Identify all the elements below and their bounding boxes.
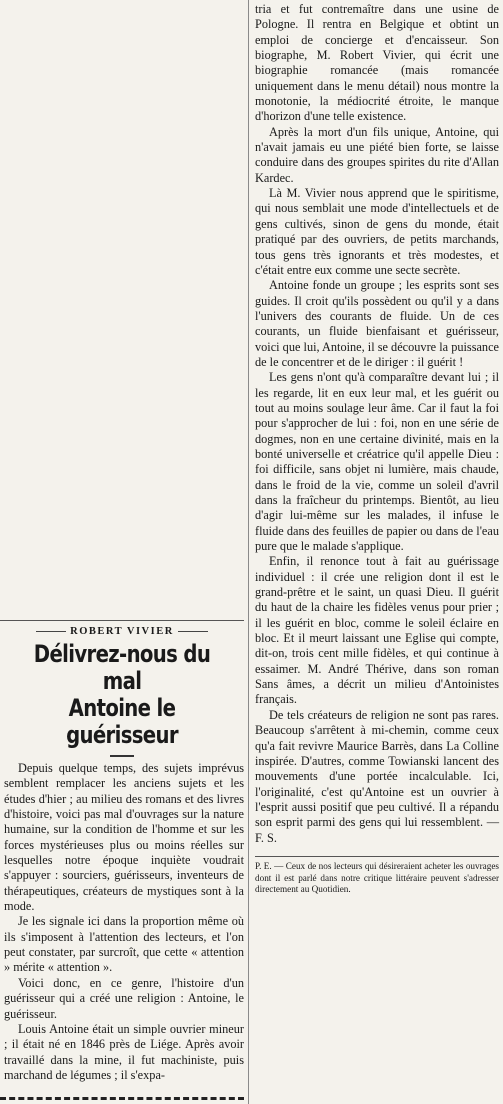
footnote: P. E. — Ceux de nos lecteurs qui désireraient acheter les ouvrages dont il est parlé dans notre critique littéraire peuvent s'adresser directement au Quotidien. bbox=[255, 860, 499, 895]
article-headline bbox=[22, 641, 222, 749]
paragraph: Après la mort d'un fils unique, Antoine, qui n'avait jamais eu une piété bien forte, se laisse conduire dans des groupes spirites du rite d'Allan Kardec. bbox=[255, 124, 499, 185]
article-author bbox=[0, 625, 244, 639]
paragraph: Enfin, il renonce tout à fait au guérissage individuel : il crée une religion dont il est le grand-prêtre et le saint, un quasi Dieu. Il guérit du haut de la chaire les fidèles venus pour prier ; il les guérit en bloc, comme le soleil éclaire en bloc. Et il meurt laissant une Eglise qui compte, dit-on, trois cent mille fidèles, et qui continue à essaimer. M. André Thérive, dans son roman Sans âmes, a décrit un milieu d'Antoinistes français. bbox=[255, 554, 499, 707]
paragraph: Louis Antoine était un simple ouvrier mineur ; il était né en 1846 près de Liége. Après avoir travaillé dans la mine, il fut machiniste, puis marchand de légumes ; il s'expa- bbox=[4, 1021, 244, 1082]
headline-line-2: Antoine le guérisseur bbox=[66, 694, 178, 749]
headline-line-1: Délivrez-nous du mal bbox=[33, 640, 211, 695]
footnote-divider bbox=[255, 856, 499, 857]
column-divider bbox=[248, 0, 249, 1104]
author-rule-left bbox=[36, 631, 66, 632]
paragraph: Je les signale ici dans la proportion même où ils s'imposent à l'attention des lecteurs, et l'on peut constater, par surcroît, que cette « attention » mérite « attention ». bbox=[4, 914, 244, 975]
author-name: ROBERT VIVIER bbox=[70, 626, 174, 637]
paragraph: Là M. Vivier nous apprend que le spiritisme, qui nous semblait une mode d'intellectuels et de gens cultivés, sinon de gens du monde, était pratiqué par des ouvriers, de petits marchands, tous gens très ignorants et très modestes, et c'était entre eux comme une secte secrète. bbox=[255, 186, 499, 277]
paragraph: Les gens n'ont qu'à comparaître devant lui ; il les regarde, lit en eux leur mal, et les guérit ou tout au moins soulage leur âme. Car il faut la foi pour s'approcher de lui : foi, non en une série de dogmes, non en une certaine divinité, mais en la bonté universelle et créatrice qu'il appelle Dieu : foi difficile, sans objet ni lumière, mais chaude, dans le froid de la vie, comme un soleil d'avril dans la fraîcheur du printemps. Bientôt, au lieu d'agir lui-même sur les malades, il infuse le fluide dans des feuilles de papier ou dans de l'eau pure que le malade s'applique. bbox=[255, 370, 499, 554]
paragraph: De tels créateurs de religion ne sont pas rares. Beaucoup s'arrêtent à mi-chemin, comme ceux qu'a fait revivre Maurice Barrès, dans La Colline inspirée. D'autres, comme Towianski lancent des mouvements d'une portée incalculable. Ici, l'originalité, c'est qu'Antoine est un ouvrier à l'esprit aussi positif que peu cultivé. Il a répandu son esprit parmi des gens qui lui ressemblent. — F. S. bbox=[255, 707, 499, 845]
author-rule-right bbox=[178, 631, 208, 632]
headline-rule bbox=[110, 755, 134, 757]
paragraph: tria et fut contremaître dans une usine de Pologne. Il rentra en Belgique et obtint un emploi de concierge et d'encaisseur. Son biographe, M. Robert Vivier, qui écrit une biographie romancée (mais romancée uniquement dans le menu détail) nous montre la monotonie, la médiocrité étroite, le manque d'horizon d'une telle existence. bbox=[255, 2, 499, 124]
paragraph: Voici donc, en ce genre, l'histoire d'un guérisseur qui a créé une religion : Antoine, le guérisseur. bbox=[4, 975, 244, 1021]
article-column bbox=[0, 620, 244, 1083]
article-body bbox=[4, 761, 244, 1083]
paragraph: Depuis quelque temps, des sujets imprévus semblent remplacer les anciens sujets et les études d'hier ; au milieu des romans et des livres d'histoire, voici pas mal d'ouvrages sur la nature humaine, sur la condition de l'homme et sur les forces mystérieuses plus ou moins réelles sur lesquelles notre époque inquiète voudrait s'appuyer : sourciers, guérisseurs, inventeurs de thérapeutiques, créateurs de mystiques sont à la mode. bbox=[4, 761, 244, 914]
paragraph: Antoine fonde un groupe ; les esprits sont ses guides. Il croit qu'ils possèdent ou qu'il y a dans l'univers des courants de fluide. Un de ces courants, un fluide bienfaisant et guérisseur, voici que lui, Antoine, il se découvre la puissance de le concentrer et de le diriger : il guérit ! bbox=[255, 278, 499, 369]
article-top-rule bbox=[0, 620, 244, 621]
bottom-rule bbox=[0, 1097, 244, 1100]
right-column bbox=[255, 2, 499, 896]
